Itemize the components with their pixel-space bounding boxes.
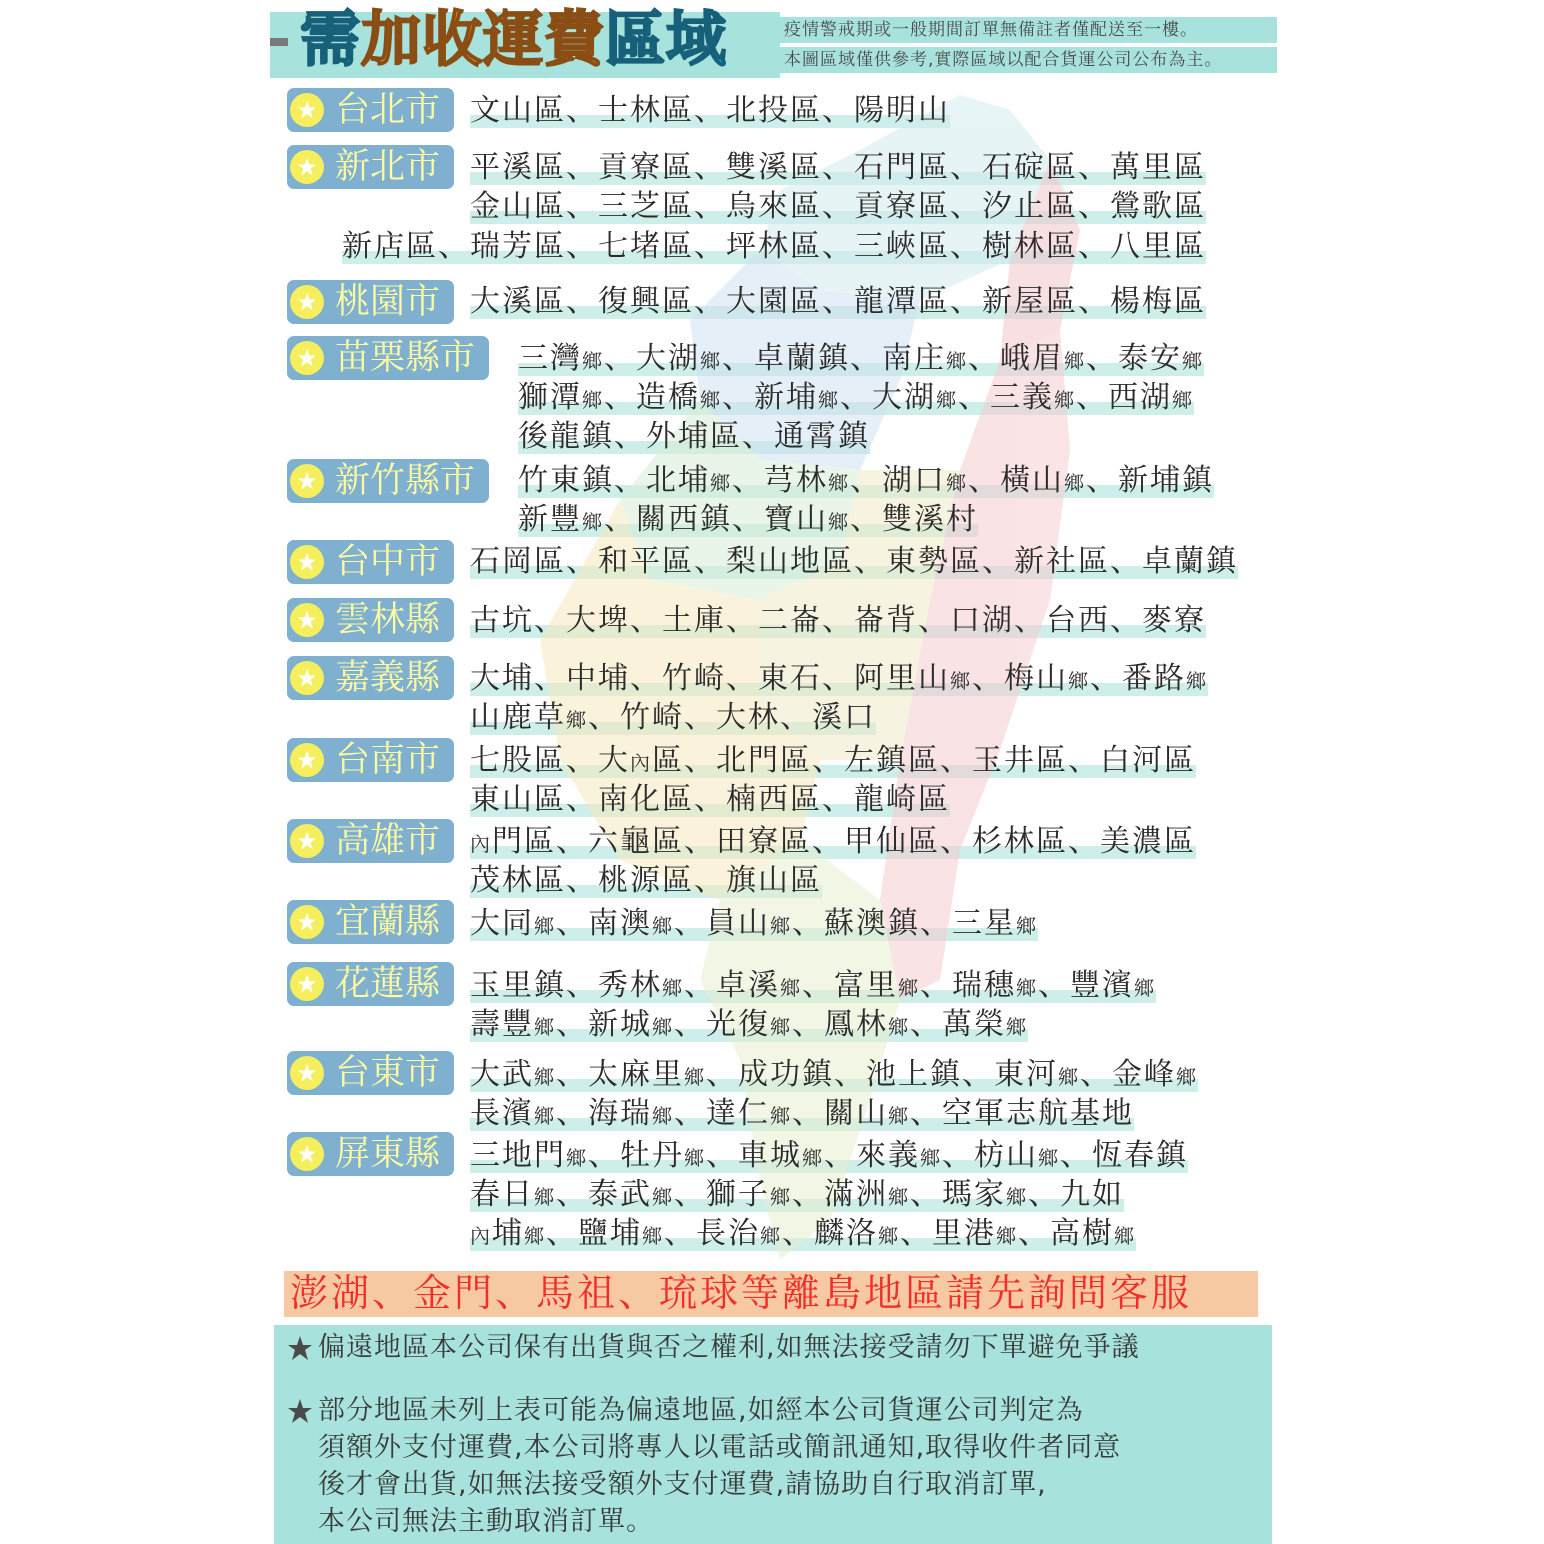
area-text: 獅潭 (518, 380, 582, 415)
area-text: 、西湖 (1076, 380, 1172, 415)
region-areas-line (470, 905, 1038, 943)
small-char: 鄉 (534, 1015, 556, 1039)
area-text: 、番路 (1090, 661, 1186, 696)
area-text: 、新埔 (722, 380, 818, 415)
area-text: 三地門 (470, 1138, 566, 1173)
region-badge (287, 1132, 454, 1176)
small-char: 鄉 (946, 471, 968, 495)
small-char: 鄉 (684, 1146, 706, 1170)
small-char: 鄉 (710, 471, 732, 495)
small-char: 鄉 (770, 914, 792, 938)
area-text: 、造橋 (604, 380, 700, 415)
star-icon (290, 341, 324, 375)
small-char: 鄉 (582, 349, 604, 373)
small-char: 鄉 (524, 1224, 546, 1248)
area-text: 、光復 (674, 1007, 770, 1042)
region-areas-line (470, 781, 950, 819)
region-name: 嘉義縣 (335, 658, 441, 698)
area-text: 、瑪家 (910, 1177, 1006, 1212)
area-text: 、梅山 (972, 661, 1068, 696)
small-char: 鄉 (996, 1224, 1018, 1248)
area-text: 、竹崎、大林、溪口 (588, 700, 876, 735)
region-areas-line (470, 862, 822, 900)
region-name: 苗栗縣市 (335, 338, 476, 378)
small-char: 鄉 (802, 1146, 824, 1170)
area-text: 、大湖 (604, 341, 700, 376)
small-char: 鄉 (828, 510, 850, 534)
small-char: 鄉 (684, 1065, 706, 1089)
title-part-3: 區域 (605, 5, 727, 75)
region-areas-line (470, 1095, 1134, 1133)
area-text: 、鳳林 (792, 1007, 888, 1042)
small-char: 鄉 (818, 388, 840, 412)
area-text: 、牡丹 (588, 1138, 684, 1173)
footer-note-2-line-3: 後才會出貨,如無法接受額外支付運費,請協助自行取消訂單, (318, 1469, 1047, 1500)
area-text: 、新城 (556, 1007, 652, 1042)
region-name: 花蓮縣 (335, 964, 441, 1004)
area-text: 、恆春鎮 (1060, 1138, 1188, 1173)
footer-note-1: 偏遠地區本公司保有出貨與否之權利,如無法接受請勿下單避免爭議 (318, 1332, 1140, 1363)
title-part-1: 需 (300, 5, 361, 75)
small-char: 鄉 (888, 1015, 910, 1039)
region-areas-line (470, 1215, 1136, 1253)
region-name: 宜蘭縣 (335, 902, 441, 942)
small-char: 內 (630, 751, 652, 775)
area-text: 大埔、中埔、竹崎、東石、阿里山 (470, 661, 950, 696)
small-char: 鄉 (1006, 1185, 1028, 1209)
region-areas-line (518, 340, 1204, 378)
area-text: 古坑、大埤、土庫、二崙、崙背、口湖、台西、麥寮 (470, 603, 1206, 638)
area-text: 、高樹 (1018, 1216, 1114, 1251)
area-text: 金山區、三芝區、烏來區、貢寮區、汐止區、鶯歌區 (470, 189, 1206, 224)
small-char: 鄉 (780, 976, 802, 1000)
small-char: 鄉 (652, 1185, 674, 1209)
area-text: 、車城 (706, 1138, 802, 1173)
small-char: 鄉 (898, 976, 920, 1000)
small-char: 鄉 (878, 1224, 900, 1248)
small-char: 鄉 (946, 349, 968, 373)
area-text: 、泰武 (556, 1177, 652, 1212)
small-char: 鄉 (566, 1146, 588, 1170)
small-char: 鄉 (652, 1104, 674, 1128)
region-badge (287, 540, 454, 584)
region-areas-line (518, 379, 1194, 417)
small-char: 鄉 (888, 1185, 910, 1209)
region-badge (287, 598, 454, 642)
small-char: 內 (470, 1224, 492, 1248)
region-name: 桃園市 (335, 282, 441, 322)
area-text: 、麟洛 (782, 1216, 878, 1251)
small-char: 鄉 (950, 669, 972, 693)
area-text: 、卓蘭鎮、南庄 (722, 341, 946, 376)
region-name: 台東市 (335, 1053, 441, 1093)
star-icon (290, 285, 324, 319)
small-char: 鄉 (566, 708, 588, 732)
region-badge (287, 336, 489, 380)
notice-delivery: 疫情警戒期或一般期間訂單無備註者僅配送至一樓。 (780, 17, 1277, 43)
small-char: 鄉 (1068, 669, 1090, 693)
area-text: 、富里 (802, 968, 898, 1003)
area-text: 石岡區、和平區、梨山地區、東勢區、新社區、卓蘭鎮 (470, 544, 1238, 579)
page-title (300, 2, 727, 78)
area-text: 、橫山 (968, 463, 1064, 498)
region-name: 屏東縣 (335, 1134, 441, 1174)
black-star-icon (287, 1335, 313, 1361)
area-text: 七股區、大 (470, 743, 630, 778)
area-text: 、南澳 (556, 906, 652, 941)
area-text: 、來義 (824, 1138, 920, 1173)
region-areas-line (470, 543, 1238, 581)
area-text: 、大湖 (840, 380, 936, 415)
area-text: 、三義 (958, 380, 1054, 415)
small-char: 鄉 (1182, 349, 1204, 373)
region-name: 台中市 (335, 542, 441, 582)
title-part-2: 加收運費 (361, 5, 605, 75)
area-text: 三灣 (518, 341, 582, 376)
small-char: 鄉 (534, 1065, 556, 1089)
area-text: 、枋山 (942, 1138, 1038, 1173)
area-text: 平溪區、貢寮區、雙溪區、石門區、石碇區、萬里區 (470, 150, 1206, 185)
region-name: 雲林縣 (335, 600, 441, 640)
small-char: 鄉 (662, 976, 684, 1000)
area-text: 、長治 (664, 1216, 760, 1251)
region-badge (287, 656, 454, 700)
region-areas-line (470, 823, 1196, 861)
area-text: 、員山 (674, 906, 770, 941)
region-areas-line (470, 1006, 1028, 1044)
small-char: 鄉 (936, 388, 958, 412)
area-text: 、蘇澳鎮、三星 (792, 906, 1016, 941)
area-text: 、達仁 (674, 1096, 770, 1131)
small-char: 鄉 (770, 1104, 792, 1128)
small-char: 鄉 (700, 349, 722, 373)
area-text: 後龍鎮、外埔區、通霄鎮 (518, 419, 870, 454)
region-areas-line (518, 501, 978, 539)
small-char: 鄉 (652, 914, 674, 938)
small-char: 鄉 (828, 471, 850, 495)
area-text: 區、北門區、左鎮區、玉井區、白河區 (652, 743, 1196, 778)
small-char: 鄉 (700, 388, 722, 412)
area-text: 新豐 (518, 502, 582, 537)
star-icon (290, 1056, 324, 1090)
region-areas-line (342, 228, 1206, 266)
notice-reference: 本圖區域僅供參考,實際區域以配合貨運公司公布為主。 (780, 47, 1277, 73)
area-text: 、獅子 (674, 1177, 770, 1212)
region-badge (287, 900, 454, 944)
small-char: 鄉 (1064, 349, 1086, 373)
star-icon (290, 967, 324, 1001)
region-badge (287, 819, 454, 863)
region-areas-line (470, 742, 1196, 780)
header-dash (270, 38, 288, 46)
islands-notice: 澎湖、金門、馬祖、琉球等離島地區請先詢問客服 (290, 1271, 1193, 1315)
region-name: 新北市 (335, 147, 441, 187)
area-text: 、峨眉 (968, 341, 1064, 376)
small-char: 鄉 (888, 1104, 910, 1128)
area-text: 、關山 (792, 1096, 888, 1131)
small-char: 鄉 (582, 388, 604, 412)
small-char: 鄉 (1064, 471, 1086, 495)
region-badge (287, 145, 454, 189)
area-text: 、瑞穗 (920, 968, 1016, 1003)
area-text: 、九如 (1028, 1177, 1124, 1212)
region-areas-line (470, 92, 950, 130)
small-char: 鄉 (1006, 1015, 1028, 1039)
area-text: 新店區、瑞芳區、七堵區、坪林區、三峽區、樹林區、八里區 (342, 229, 1206, 264)
area-text: 玉里鎮、秀林 (470, 968, 662, 1003)
area-text: 茂林區、桃源區、旗山區 (470, 863, 822, 898)
region-badge (287, 459, 489, 503)
area-text: 、海瑞 (556, 1096, 652, 1131)
small-char: 鄉 (1038, 1146, 1060, 1170)
area-text: 文山區、士林區、北投區、陽明山 (470, 93, 950, 128)
area-text: 長濱 (470, 1096, 534, 1131)
area-text: 、湖口 (850, 463, 946, 498)
footer-note-2-line-2: 須額外支付運費,本公司將專人以電話或簡訊通知,取得收件者同意 (318, 1432, 1122, 1463)
area-text: 、芎林 (732, 463, 828, 498)
region-areas-line (470, 188, 1206, 226)
area-text: 、里港 (900, 1216, 996, 1251)
small-char: 鄉 (920, 1146, 942, 1170)
small-char: 鄉 (1016, 914, 1038, 938)
star-icon (290, 603, 324, 637)
region-areas-line (518, 418, 870, 456)
region-areas-line (470, 967, 1156, 1005)
star-icon (290, 464, 324, 498)
small-char: 鄉 (770, 1185, 792, 1209)
region-areas-line (470, 1056, 1198, 1094)
small-char: 鄉 (534, 914, 556, 938)
footer-note-2-line-4: 本公司無法主動取消訂單。 (318, 1506, 654, 1537)
area-text: 大溪區、復興區、大園區、龍潭區、新屋區、楊梅區 (470, 284, 1206, 319)
area-text: 春日 (470, 1177, 534, 1212)
footer-note-2-line-1: 部分地區未列上表可能為偏遠地區,如經本公司貨運公司判定為 (318, 1395, 1084, 1426)
star-icon (290, 661, 324, 695)
area-text: 埔 (492, 1216, 524, 1251)
small-char: 鄉 (1172, 388, 1194, 412)
small-char: 鄉 (1134, 976, 1156, 1000)
region-areas-line (470, 1137, 1188, 1175)
region-areas-line (518, 462, 1214, 500)
star-icon (290, 824, 324, 858)
area-text: 壽豐 (470, 1007, 534, 1042)
area-text: 、泰安 (1086, 341, 1182, 376)
small-char: 鄉 (582, 510, 604, 534)
area-text: 、成功鎮、池上鎮、東河 (706, 1057, 1058, 1092)
area-text: 、豐濱 (1038, 968, 1134, 1003)
small-char: 鄉 (1176, 1065, 1198, 1089)
region-name: 台北市 (335, 90, 441, 130)
area-text: 門區、六龜區、田寮區、甲仙區、杉林區、美濃區 (492, 824, 1196, 859)
small-char: 鄉 (534, 1185, 556, 1209)
small-char: 鄉 (770, 1015, 792, 1039)
area-text: 、空軍志航基地 (910, 1096, 1134, 1131)
area-text: 、雙溪村 (850, 502, 978, 537)
area-text: 大武 (470, 1057, 534, 1092)
region-badge (287, 962, 454, 1006)
small-char: 鄉 (1186, 669, 1208, 693)
region-areas-line (470, 602, 1206, 640)
region-badge (287, 280, 454, 324)
region-name: 新竹縣市 (335, 461, 476, 501)
region-areas-line (470, 283, 1206, 321)
area-text: 大同 (470, 906, 534, 941)
small-char: 內 (470, 832, 492, 856)
area-text: 、卓溪 (684, 968, 780, 1003)
small-char: 鄉 (1114, 1224, 1136, 1248)
star-icon (290, 905, 324, 939)
region-name: 高雄市 (335, 821, 441, 861)
area-text: 、新埔鎮 (1086, 463, 1214, 498)
area-text: 、太麻里 (556, 1057, 684, 1092)
small-char: 鄉 (652, 1015, 674, 1039)
region-name: 台南市 (335, 740, 441, 780)
region-badge (287, 88, 454, 132)
small-char: 鄉 (760, 1224, 782, 1248)
small-char: 鄉 (534, 1104, 556, 1128)
star-icon (290, 1137, 324, 1171)
area-text: 東山區、南化區、楠西區、龍崎區 (470, 782, 950, 817)
star-icon (290, 93, 324, 127)
small-char: 鄉 (642, 1224, 664, 1248)
region-areas-line (470, 699, 876, 737)
black-star-icon (287, 1398, 313, 1424)
region-areas-line (470, 660, 1208, 698)
small-char: 鄉 (1016, 976, 1038, 1000)
star-icon (290, 150, 324, 184)
region-areas-line (470, 1176, 1124, 1214)
area-text: 、萬榮 (910, 1007, 1006, 1042)
region-badge (287, 1051, 454, 1095)
region-badge (287, 738, 454, 782)
small-char: 鄉 (1054, 388, 1076, 412)
area-text: 、金峰 (1080, 1057, 1176, 1092)
star-icon (290, 545, 324, 579)
area-text: 、鹽埔 (546, 1216, 642, 1251)
small-char: 鄉 (1058, 1065, 1080, 1089)
region-areas-line (470, 149, 1206, 187)
star-icon (290, 743, 324, 777)
area-text: 、滿洲 (792, 1177, 888, 1212)
area-text: 、關西鎮、寶山 (604, 502, 828, 537)
area-text: 竹東鎮、北埔 (518, 463, 710, 498)
area-text: 山鹿草 (470, 700, 566, 735)
